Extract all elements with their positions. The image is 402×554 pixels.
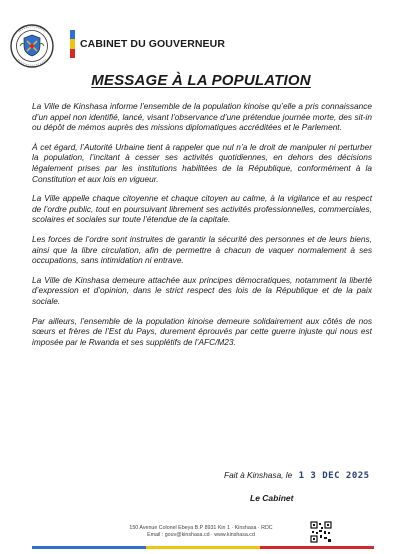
footer-contact: Email : gouv@kinshasa.cd · www.kinshasa.cd: [147, 532, 255, 538]
qr-code-icon: [310, 521, 332, 543]
bottom-stripe-red: [260, 546, 374, 549]
paragraph-2: À cet égard, l’Autorité Urbaine tient à rappeler que nul n’a le droit de manipuler ni perturber la population, l’incitant à cesser ses activités quotidiennes, en dehors des décisions légalement prises par les institutions habilitées de la République, conformément à la Constitution et aux lois en vigueur.: [32, 141, 372, 184]
message-body: [32, 101, 372, 356]
document-title: [0, 72, 402, 89]
signoff-line: [224, 470, 370, 481]
header-title: CABINET DU GOUVERNEUR: [80, 38, 226, 50]
flag-stripe-red: [70, 49, 75, 58]
paragraph-3: La Ville appelle chaque citoyenne et chaque citoyen au calme, à la vigilance et au respect de l’ordre public, tout en poursuivant librement ses activités professionnelles, commerciales, scolaires et sociales sur toute l’étendue de la capitale.: [32, 193, 372, 225]
paragraph-1: La Ville de Kinshasa informe l’ensemble de la population kinoise qu’elle a pris connaissance d’un appel non identifié, lancé, visant l’observance d’une prétendue journée morte, des sit-in ou dépôt de mémos auprès des missions diplomatiques accréditées et le Parlement.: [32, 101, 372, 133]
kinshasa-seal-icon: [10, 24, 54, 68]
flag-color-bar: [70, 30, 75, 58]
flag-stripe-blue: [70, 30, 75, 39]
paragraph-4: Les forces de l’ordre sont instruites de garantir la sécurité des personnes et de leurs biens, ainsi que la libre circulation, afin de permettre à chacun de vaquer normalement à ses occupations, sans intimidation ni entrave.: [32, 233, 372, 266]
signer-name: Le Cabinet: [250, 493, 294, 503]
footer: [0, 525, 402, 539]
paragraph-6: Par ailleurs, l’ensemble de la population kinoise demeure solidairement aux côtés de nos sœurs et frères de l’Est du Pays, durement éprouvés par cette guerre injuste qui nous est imposée par le Rwanda et ses supplétifs de l’AFC/M23.: [32, 315, 372, 347]
paragraph-5: La Ville de Kinshasa demeure attachée aux principes démocratiques, notamment la liberté d’expression et d’opinion, dans le strict respect des lois de la République et de la paix sociale.: [32, 274, 372, 306]
bottom-color-stripe: [32, 546, 374, 549]
document-title-text: MESSAGE À LA POPULATION: [91, 72, 311, 89]
bottom-stripe-blue: [32, 546, 146, 549]
date-stamp: 1 3 DEC 2025: [298, 471, 370, 481]
bottom-stripe-yellow: [146, 546, 260, 549]
flag-stripe-yellow: [70, 39, 75, 48]
signoff-place: Fait à Kinshasa, le: [224, 470, 293, 480]
footer-address: 150 Avenue Colonel Ebeya B.P 8931 Kin 1 · Kinshasa · RDC: [129, 525, 273, 531]
